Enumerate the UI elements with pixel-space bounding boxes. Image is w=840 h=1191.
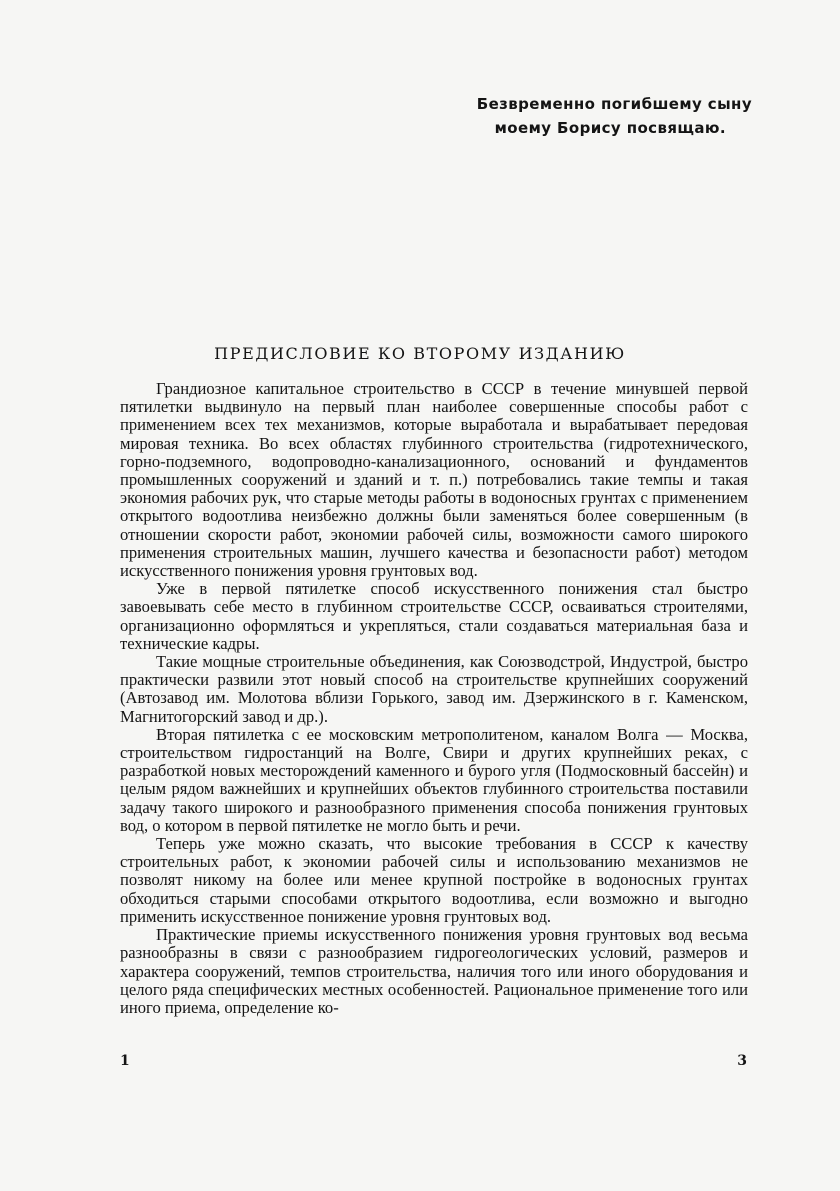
page-number: 3 (737, 1053, 747, 1069)
preface-body (120, 380, 748, 1017)
paragraph-5: Теперь уже можно сказать, что высокие требования в СССР к качеству строительных работ, к экономии рабочей силы и использованию механизмов не позволят никому на более или менее крупной постройке в водоносных грунтах обходиться старыми способами открытого водоотлива, если возможно и выгодно применить искусственное понижение уровня грунтовых вод. (120, 834, 748, 926)
signature-mark: 1 (120, 1053, 130, 1069)
dedication-line-1: Безвременно погибшему сыну (476, 95, 752, 113)
paragraph-6: Практические приемы искусственного понижения уровня грунтовых вод весьма разнообразны в связи с разнообразием гидрогеологических условий, размеров и характера сооружений, темпов строительства, наличия того или иного оборудования и целого ряда специфических местных особенностей. Рациональное применение того или иного приема, определение ко- (120, 925, 748, 1017)
paragraph-4: Вторая пятилетка с ее московским метрополитеном, каналом Волга — Москва, строительством гидростанций на Волге, Свири и других крупнейших реках, с разработкой новых месторождений каменного и бурого угля (Подмосковный бассейн) и целым рядом важнейших и крупнейших объектов глубинного строительства поставили задачу такого широкого и разнообразного применения способа понижения грунтовых вод, о котором в первой пятилетке не могло быть и речи. (120, 724, 748, 835)
dedication-line-2: моему Борису посвящаю. (494, 119, 726, 137)
dedication (452, 92, 752, 140)
paragraph-2: Уже в первой пятилетке способ искусственного понижения стал быстро завоевывать себе место в глубинном строительстве СССР, осваиваться строителями, организационно оформляться и укрепляться, стали создаваться материальная база и технические кадры. (120, 579, 748, 653)
preface-title: ПРЕДИСЛОВИЕ КО ВТОРОМУ ИЗДАНИЮ (214, 344, 626, 363)
paragraph-3: Такие мощные строительные объединения, как Союзводстрой, Индустрой, быстро практически развили этот новый способ на строительстве крупнейших сооружений (Автозавод им. Молотова вблизи Горького, завод им. Дзержинского в г. Каменском, Магнитогорский завод и др.). (120, 652, 748, 726)
paragraph-1: Грандиозное капитальное строительство в СССР в течение минувшей первой пятилетки выдвинуло на первый план наиболее совершенные способы работ с применением всех тех механизмов, которые выработала и вырабатывает передовая мировая техника. Во всех областях глубинного строительства (гидротехнического, горно-подземного, водопроводно-канализационного, оснований и фундаментов промышленных сооружений и зданий и т. п.) потребовались такие темпы и такая экономия рабочих рук, что старые методы работы в водоносных грунтах с применением открытого водоотлива неизбежно должны были заменяться более совершенным (в отношении скорости работ, экономии рабочей силы, возможности самого широкого применения строительных машин, лучшего качества и безопасности работ) методом искусственного понижения уровня грунтовых вод. (120, 379, 748, 581)
